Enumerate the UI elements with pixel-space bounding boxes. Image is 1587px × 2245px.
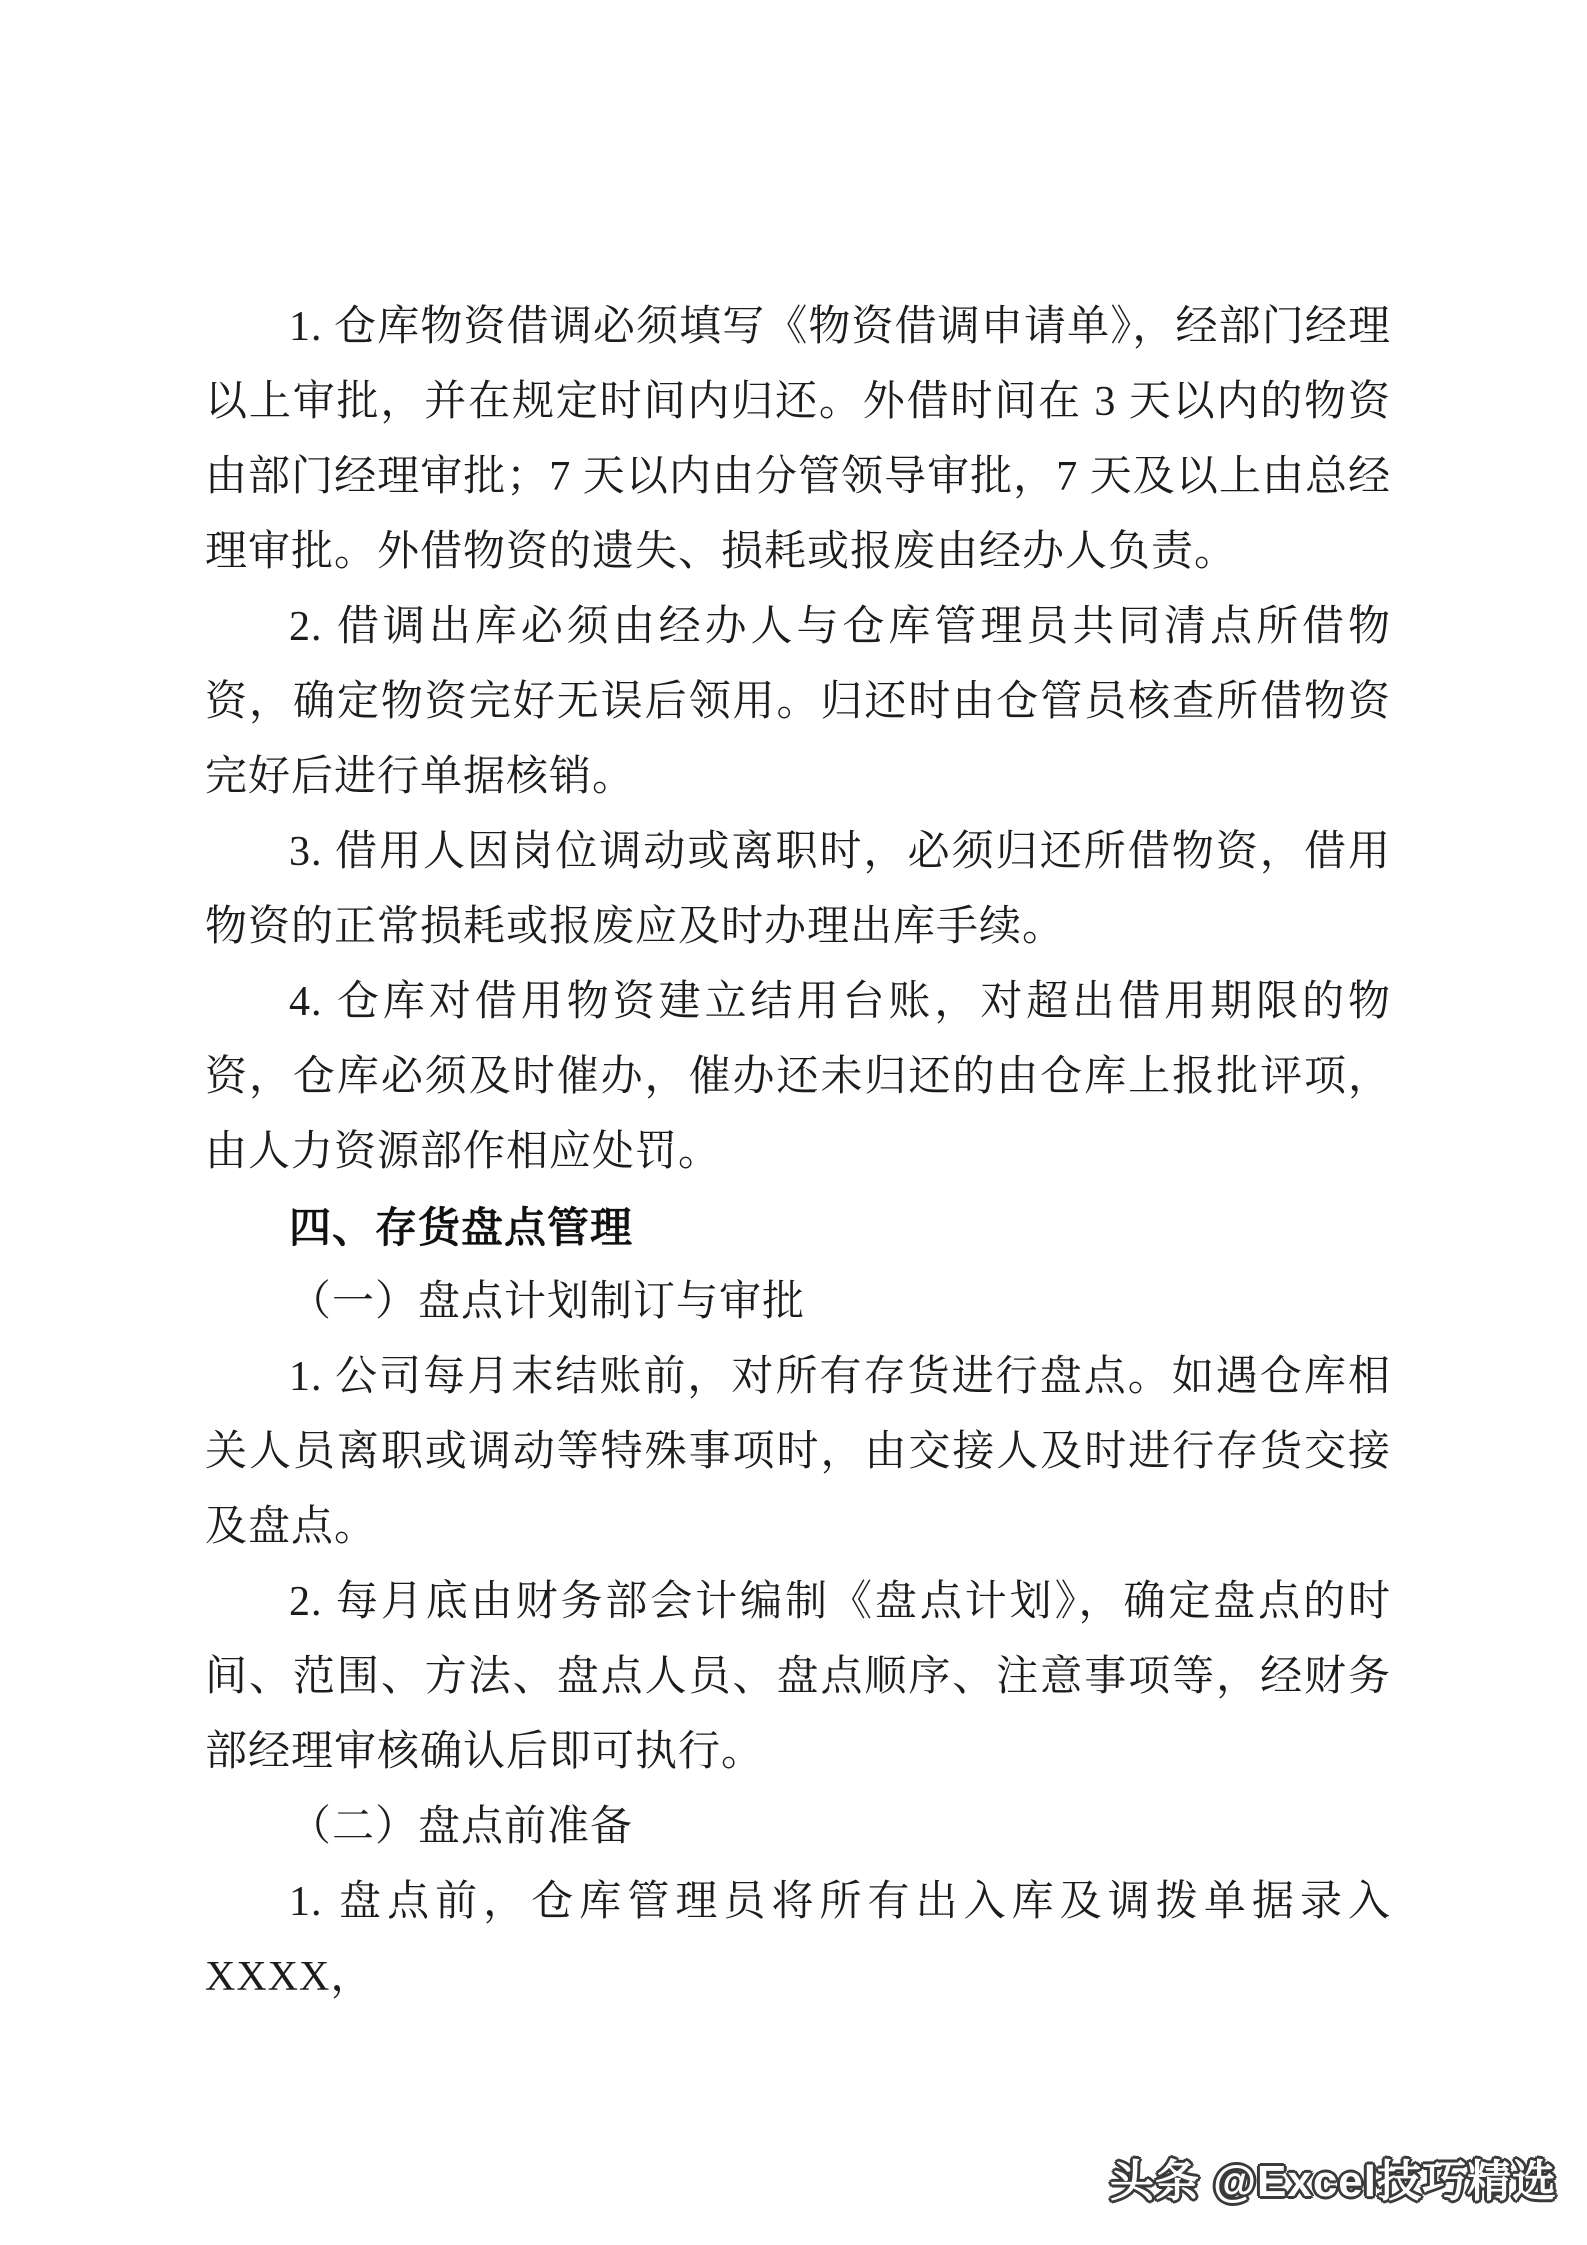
paragraph-borrow-rule-2: 2. 借调出库必须由经办人与仓库管理员共同清点所借物资，确定物资完好无误后领用。归还时由仓管员核查所借物资完好后进行单据核销。 bbox=[205, 604, 1391, 800]
watermark-text: 头条 @Excel技巧精选 bbox=[1109, 2157, 1557, 2206]
paragraph-borrow-rule-3: 3. 借用人因岗位调动或离职时，必须归还所借物资，借用物资的正常损耗或报废应及时办理出库手续。 bbox=[205, 829, 1391, 950]
paragraph-borrow-rule-4: 4. 仓库对借用物资建立结用台账，对超出借用期限的物资，仓库必须及时催办，催办还未归还的由仓库上报批评项，由人力资源部作相应处罚。 bbox=[205, 979, 1391, 1175]
subsection-heading-count-plan: （一）盘点计划制订与审批 bbox=[289, 1279, 806, 1325]
section-heading-inventory-count: 四、存货盘点管理 bbox=[289, 1204, 634, 1251]
paragraph-count-preparation-1: 1. 盘点前，仓库管理员将所有出入库及调拨单据录入 XXXX， bbox=[205, 1879, 1391, 2000]
paragraph-count-plan-2: 2. 每月底由财务部会计编制《盘点计划》，确定盘点的时间、范围、方法、盘点人员、盘点顺序、注意事项等，经财务部经理审核确认后即可执行。 bbox=[205, 1579, 1391, 1775]
paragraph-count-plan-1: 1. 公司每月末结账前，对所有存货进行盘点。如遇仓库相关人员离职或调动等特殊事项时，由交接人及时进行存货交接及盘点。 bbox=[205, 1354, 1391, 1550]
paragraph-borrow-rule-1: 1. 仓库物资借调必须填写《物资借调申请单》，经部门经理以上审批，并在规定时间内归还。外借时间在 3 天以内的物资由部门经理审批；7 天以内由分管领导审批，7 天及以上由总经理审批。外借物资的遗失、损耗或报废由经办人负责。 bbox=[205, 304, 1391, 575]
document-body bbox=[205, 290, 1391, 2015]
subsection-heading-count-preparation: （二）盘点前准备 bbox=[289, 1804, 634, 1850]
